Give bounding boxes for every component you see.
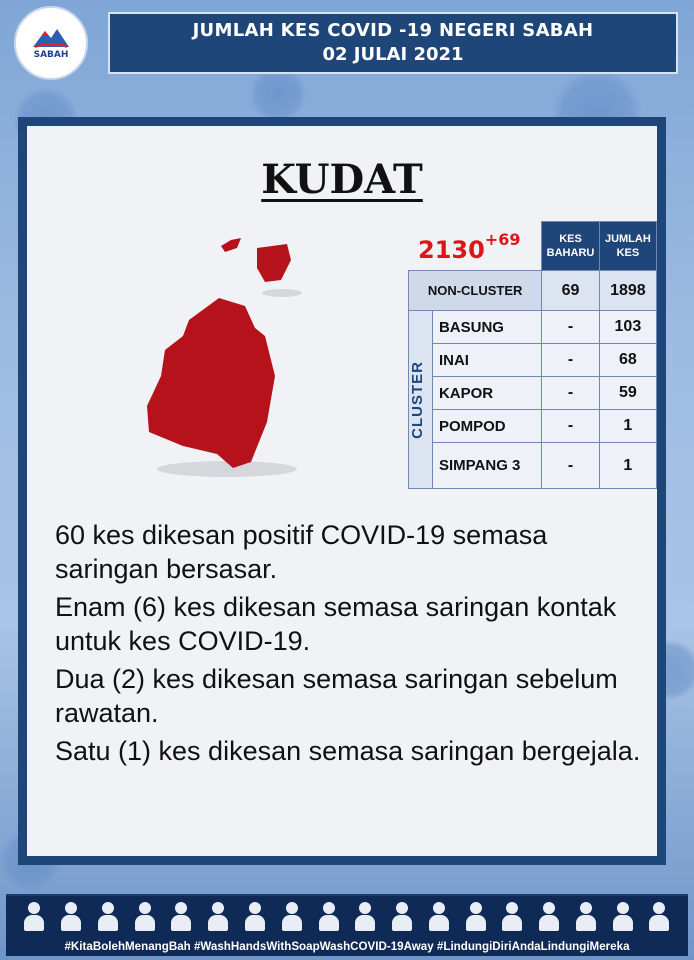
person-icon: [649, 900, 669, 932]
cluster-name: KAPOR: [432, 377, 541, 410]
person-icon: [98, 900, 118, 932]
col-header-new: KES BAHARU: [542, 222, 599, 271]
cluster-total: 103: [599, 311, 656, 344]
main-panel: [18, 117, 666, 865]
cluster-total: 1: [599, 410, 656, 443]
district-title: KUDAT: [261, 156, 423, 203]
cluster-new: -: [542, 377, 599, 410]
person-icon: [539, 900, 559, 932]
note-item: Enam (6) kes dikesan semasa saringan kontak untuk kes COVID-19.: [55, 592, 617, 656]
logo-text: SABAH: [33, 49, 69, 60]
note-item: Dua (2) kes dikesan semasa saringan sebelum rawatan.: [55, 664, 618, 728]
district-map: [127, 236, 327, 486]
person-icon: [355, 900, 375, 932]
cases-table: [408, 221, 657, 489]
non-cluster-row: [409, 271, 657, 311]
person-icon: [171, 900, 191, 932]
person-icon: [282, 900, 302, 932]
cluster-total: 1: [599, 443, 656, 489]
col-header-total: JUMLAH KES: [599, 222, 656, 271]
sabah-logo: [14, 6, 88, 80]
cluster-name: BASUNG: [432, 311, 541, 344]
content-area: [27, 126, 657, 856]
person-icon: [392, 900, 412, 932]
person-icon: [24, 900, 44, 932]
person-icon: [429, 900, 449, 932]
person-icon: [613, 900, 633, 932]
title-line: JUMLAH KES COVID -19 NEGERI SABAH: [192, 20, 594, 41]
mountain-icon: [31, 27, 71, 49]
person-icon: [61, 900, 81, 932]
cluster-new: -: [542, 344, 599, 377]
person-icon: [208, 900, 228, 932]
person-icon: [245, 900, 265, 932]
total-cases: $2130^{+69}$: [418, 230, 521, 264]
cluster-new: -: [542, 443, 599, 489]
footer-banner: [6, 894, 688, 956]
cluster-total: 68: [599, 344, 656, 377]
cluster-new: -: [542, 410, 599, 443]
virus-decoration: [250, 66, 306, 122]
person-icon: [576, 900, 596, 932]
table-row: [409, 377, 657, 410]
non-cluster-total: 1898: [599, 271, 656, 311]
hashtags: #KitaBolehMenangBah #WashHandsWithSoapWashCOVID-19Away #LindungiDiriAndaLindungiMereka: [64, 940, 630, 953]
table-row: [409, 443, 657, 489]
person-icon: [319, 900, 339, 932]
non-cluster-new: 69: [542, 271, 599, 311]
table-row: [409, 344, 657, 377]
case-notes: [55, 518, 655, 772]
note-item: Satu (1) kes dikesan semasa saringan bergejala.: [55, 736, 641, 766]
table-row: [409, 311, 657, 344]
cluster-new: -: [542, 311, 599, 344]
person-icon: [502, 900, 522, 932]
non-cluster-label: NON-CLUSTER: [409, 271, 542, 311]
title-banner: [108, 12, 678, 74]
table-row: [409, 410, 657, 443]
cluster-name: SIMPANG 3: [432, 443, 541, 489]
cluster-label: CLUSTER: [409, 311, 433, 489]
people-icons: [6, 896, 688, 936]
cluster-total: 59: [599, 377, 656, 410]
person-icon: [135, 900, 155, 932]
note-item: 60 kes dikesan positif COVID-19 semasa saringan bersasar.: [55, 520, 548, 584]
person-icon: [466, 900, 486, 932]
cluster-name: INAI: [432, 344, 541, 377]
cluster-name: POMPOD: [432, 410, 541, 443]
table-header-row: [409, 222, 657, 271]
date-line: 02 JULAI 2021: [322, 44, 464, 65]
